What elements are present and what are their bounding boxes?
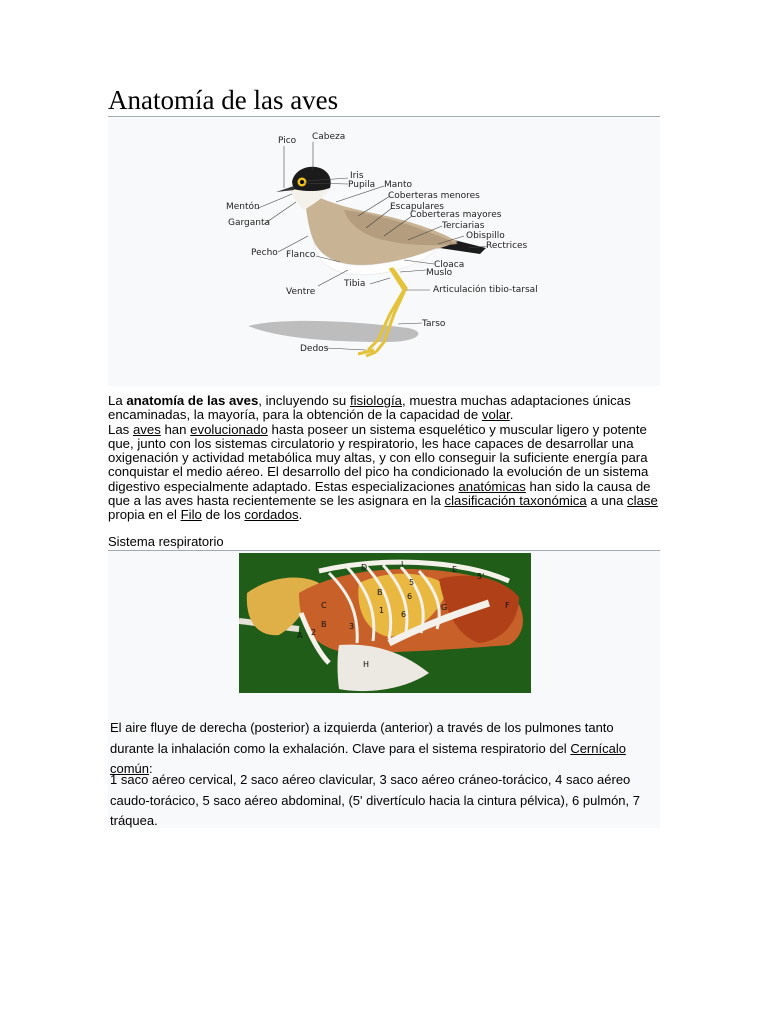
title-divider [108, 116, 660, 117]
text: , incluyendo su [258, 393, 350, 408]
intro-paragraph [108, 394, 660, 523]
label-articulacion-tibio-tarsal: Articulación tibio-tarsal [433, 285, 538, 295]
label-garganta: Garganta [228, 218, 271, 228]
label-coberteras-mayores: Coberteras mayores [410, 210, 502, 220]
label-escapulares: Escapulares [390, 202, 444, 212]
link-cordados[interactable]: cordados [244, 507, 299, 523]
text: El aire fluye de derecha (posterior) a izquierda (anterior) a través de los pulmones tanto durante la inhalación como la exhalación. Clave para el sistema respiratorio del [110, 720, 614, 756]
letter-f: F [505, 601, 510, 610]
label-pico: Pico [278, 136, 297, 146]
link-evolucionado[interactable]: evolucionado [190, 421, 268, 437]
letter-h: H [363, 660, 370, 669]
letter-6b: 6 [401, 610, 407, 619]
label-tarso: Tarso [422, 319, 446, 329]
bold-term: anatomía de las aves [126, 393, 259, 408]
text: propia en el [108, 507, 181, 523]
link-clasificacion-taxonomica[interactable]: clasificación taxonómica [444, 493, 587, 509]
link-fisiologia[interactable]: fisiología [349, 393, 402, 408]
section-heading: Sistema respiratorio [108, 534, 224, 549]
link-clase[interactable]: clase [627, 493, 658, 509]
text: , muestra muchas adaptaciones únicas encaminadas, la mayoría, para la obtención de la capacidad de [108, 393, 631, 423]
letter-c: C [321, 601, 327, 610]
text: han [160, 421, 191, 437]
label-pupila: Pupila [348, 180, 376, 190]
text: a una [586, 493, 628, 509]
bird-shadow [248, 321, 418, 342]
label-dedos: Dedos [300, 344, 329, 354]
text: . [509, 407, 514, 423]
text: La [108, 393, 127, 408]
letter-e: E [452, 565, 458, 574]
letter-g: G [441, 603, 448, 612]
label-tibia: Tibia [344, 279, 366, 289]
label-pecho: Pecho [251, 248, 278, 258]
label-terciarias: Terciarias [442, 221, 485, 231]
text: de los [201, 507, 245, 523]
letter-3: 3 [349, 622, 355, 631]
letter-5prime: 5' [477, 572, 485, 581]
letter-6a: 6 [407, 592, 413, 601]
label-cabeza: Cabeza [312, 132, 346, 142]
link-cernicalo-comun[interactable]: Cernícalo común [110, 740, 626, 776]
label-iris: Iris [350, 171, 364, 181]
label-ventre: Ventre [286, 287, 316, 297]
respiratory-photo[interactable] [239, 553, 531, 693]
respiratory-illustration [239, 553, 531, 693]
label-coberteras-menores: Coberteras menores [388, 191, 480, 201]
letter-i: I [401, 560, 404, 569]
label-flanco: Flanco [286, 250, 316, 260]
label-rectrices: Rectrices [486, 241, 528, 251]
text: hasta poseer un sistema esquelético y muscular ligero y potente que, junto con los sistemas circulatorio y respiratorio, les hace capaces de desarrollar una oxigenación y actividad metabólica muy altas, y con ello conseguir la suficiente energía para conquistar el medio aéreo. El desarrollo del pico ha condicionado la evolución de un sistema digestivo especialmente adaptado. Estas especializaciones [108, 421, 649, 494]
label-menton: Mentón [226, 202, 260, 212]
link-anatomicas[interactable]: anatómicas [458, 478, 526, 494]
figure-key: 1 saco aéreo cervical, 2 saco aéreo clavicular, 3 saco aéreo cráneo-torácico, 4 saco aéreo caudo-torácico, 5 saco aéreo abdominal, (5' divertículo hacia la cintura pélvica), 6 pulmón, 7 tráquea. [110, 772, 640, 828]
letter-b-lower: B [321, 620, 327, 629]
respiratory-figure [108, 551, 660, 828]
letter-2: 2 [311, 628, 317, 637]
page-title: Anatomía de las aves [108, 85, 339, 115]
bird-anatomy-figure[interactable] [108, 118, 660, 386]
letter-a: A [297, 631, 303, 640]
letter-1: 1 [379, 606, 385, 615]
link-volar[interactable]: volar [481, 407, 510, 423]
link-filo[interactable]: Filo [180, 507, 202, 523]
bird-pupil [300, 180, 304, 184]
text: han sido la causa de que a las aves hasta recientemente se les asignara en la [108, 478, 651, 509]
label-manto: Manto [384, 180, 413, 190]
letter-5: 5 [409, 578, 415, 587]
label-cloaca: Cloaca [434, 260, 465, 270]
text: : [149, 761, 153, 776]
bird-anatomy-diagram [108, 118, 660, 386]
letter-d: D [361, 563, 368, 572]
label-obispillo: Obispillo [466, 231, 505, 241]
letter-b-upper: B [377, 588, 383, 597]
link-aves[interactable]: aves [132, 421, 161, 437]
label-muslo: Muslo [426, 268, 453, 278]
text: Las [108, 421, 133, 437]
text: . [298, 507, 303, 523]
